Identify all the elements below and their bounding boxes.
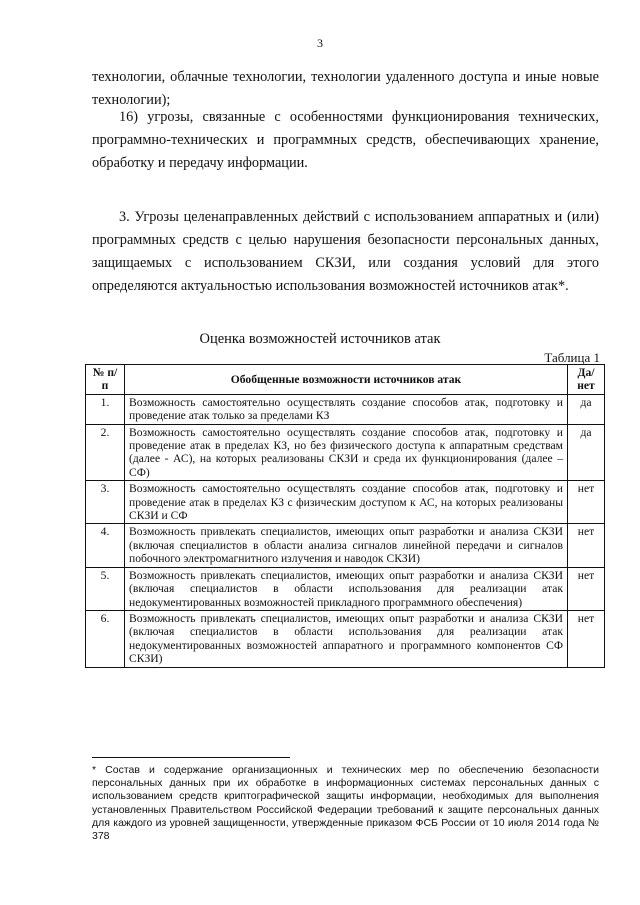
table-row <box>86 424 605 481</box>
attack-capabilities-table <box>85 364 605 668</box>
row-description: Возможность самостоятельно осуществлять создание способов атак, подготовку и проведение атак в пределах КЗ, но без физического доступа к аппаратным средствам (далее - АС), на которых реализованы СКЗИ и среда их функционирования (далее – СФ) <box>125 424 568 481</box>
row-answer: нет <box>568 481 605 524</box>
table-header-row <box>86 365 605 395</box>
paragraph-threat-16: 16) угрозы, связанные с особенностями функционирования технических, программно-технических и программных средств, обеспечивающих хранение, обработку и передачу информации. <box>92 109 599 171</box>
row-number: 6. <box>86 610 125 667</box>
table-row <box>86 610 605 667</box>
row-answer: нет <box>568 524 605 567</box>
row-number: 5. <box>86 567 125 610</box>
row-answer: да <box>568 394 605 424</box>
page-number: 3 <box>317 36 323 50</box>
paragraph-threats-continuation: технологии, облачные технологии, технологии удаленного доступа и иные новые технологии); <box>92 69 599 108</box>
row-answer: нет <box>568 567 605 610</box>
row-answer: да <box>568 424 605 481</box>
row-description: Возможность привлекать специалистов, имеющих опыт разработки и анализа СКЗИ (включая специалистов в области использования для реализации атак недокументированных возможностей прикладного программного обеспечения) <box>125 567 568 610</box>
table-title: Оценка возможностей источников атак <box>199 331 441 347</box>
table-row <box>86 567 605 610</box>
header-capabilities: Обобщенные возможности источников атак <box>125 365 568 395</box>
header-number: № п/п <box>86 365 125 395</box>
row-answer: нет <box>568 610 605 667</box>
paragraph-section-3: 3. Угрозы целенаправленных действий с использованием аппаратных и (или) программных средств с целью нарушения безопасности персональных данных, защищаемых с использованием СКЗИ, или создания условий для этого определяются актуальностью использования возможностей источников атак*. <box>92 209 599 294</box>
row-description: Возможность самостоятельно осуществлять создание способов атак, подготовку и проведение атак только за пределами КЗ <box>125 394 568 424</box>
table-row <box>86 481 605 524</box>
row-number: 3. <box>86 481 125 524</box>
row-number: 4. <box>86 524 125 567</box>
row-description: Возможность привлекать специалистов, имеющих опыт разработки и анализа СКЗИ (включая специалистов в области анализа сигналов линейной передачи и сигналов побочного электромагнитного излучения и наводок СКЗИ) <box>125 524 568 567</box>
row-number: 2. <box>86 424 125 481</box>
table-row <box>86 524 605 567</box>
table-row <box>86 394 605 424</box>
row-description: Возможность привлекать специалистов, имеющих опыт разработки и анализа СКЗИ (включая специалистов в области использования для реализации атак недокументированных возможностей аппаратного и программного компонентов СФ СКЗИ) <box>125 610 568 667</box>
row-description: Возможность самостоятельно осуществлять создание способов атак, подготовку и проведение атак в пределах КЗ с физическим доступом к АС, на которых реализованы СКЗИ и СФ <box>125 481 568 524</box>
footnote-divider <box>92 757 290 758</box>
footnote: * Состав и содержание организационных и технических мер по обеспечению безопасности персональных данных при их обработке в информационных системах персональных данных с использованием средств криптографической защиты информации, необходимых для выполнения установленных Правительством Российской Федерации требований к защите персональных данных для каждого из уровней защищенности, утвержденные приказом ФСБ России от 10 июля 2014 года № 378 <box>92 764 599 843</box>
table-label: Таблица 1 <box>544 350 600 365</box>
row-number: 1. <box>86 394 125 424</box>
header-yes-no: Да/ нет <box>568 365 605 395</box>
